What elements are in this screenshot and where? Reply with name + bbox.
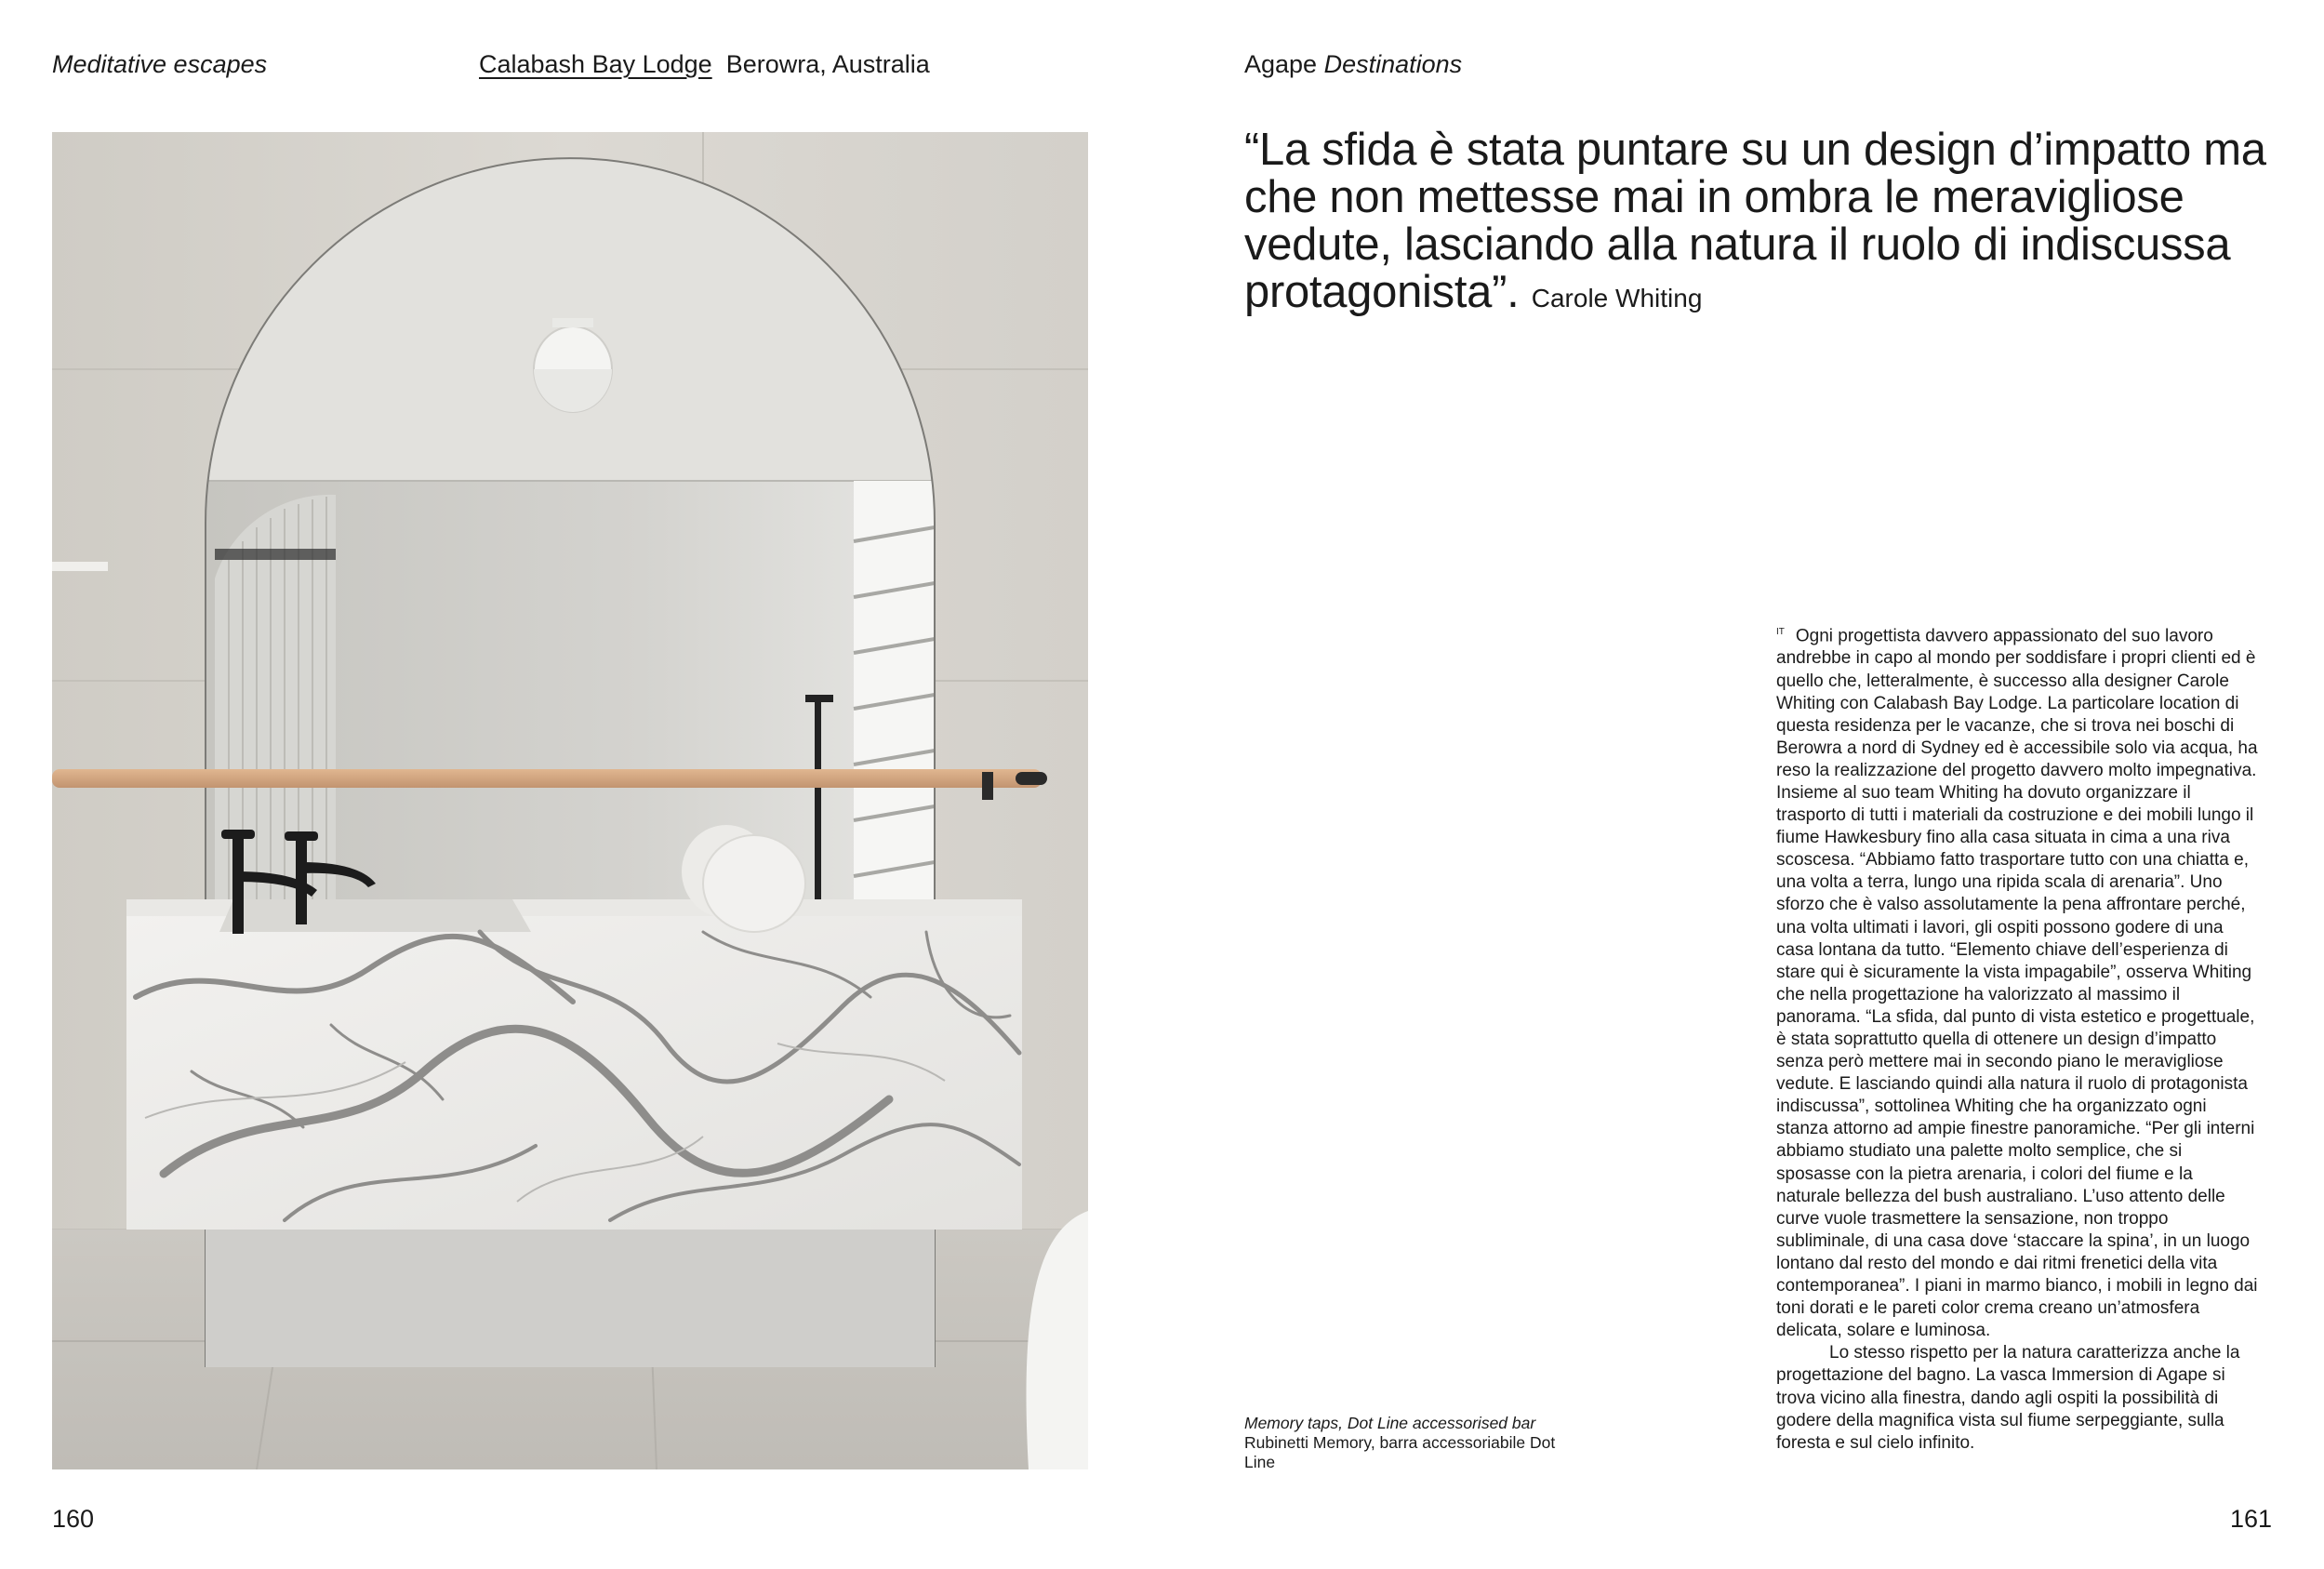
page-number-right: 161 (2229, 1505, 2272, 1533)
quote-text: “La sfida è stata puntare su un design d’impatto ma che non mettesse mai in ombra le meravigliose vedute, lasciando alla natura il ruolo di indiscussa protagonista”. (1244, 125, 2266, 317)
quote-author: Carole Whiting (1531, 284, 1703, 312)
lodge-name: Calabash Bay Lodge (479, 50, 712, 78)
section-title: Meditative escapes (52, 50, 268, 78)
photo-caption (1244, 1414, 1560, 1472)
brand-header (1244, 52, 1462, 77)
pull-quote (1244, 126, 2286, 322)
location: Berowra, Australia (725, 50, 930, 78)
article-title (479, 52, 930, 77)
page-number-left: 160 (52, 1505, 95, 1533)
body-paragraph-2: Lo stesso rispetto per la natura caratterizza anche la progettazione del bagno. La vasca Immersion di Agape si trova vicino alla finestra, dando agli ospiti la possibilità di godere della magnifica vista sul fiume serpeggiante, sulla foresta e sul cielo infinito. (1776, 1343, 2240, 1453)
article-body (1776, 621, 2260, 1455)
body-paragraph-1: Ogni progettista davvero appassionato del suo lavoro andrebbe in capo al mondo per soddisfare i propri clienti ed è quello che, letteralmente, è successo alla designer Carole Whiting con Calabash Bay Lodge. La particolare location di questa residenza per le vacanze, che si trova nei boschi di Berowra a nord di Sydney ed è accessibile solo via acqua, ha reso la realizzazione del progetto davvero molto impegnativa. Insieme al suo team Whiting ha dovuto organizzare il trasporto di tutti i materiali da costruzione e dei mobili lungo il fiume Hawkesbury fino alla casa situata in cima a una riva scoscesa. “Abbiamo fatto trasportare tutto con una chiatta e, una volta a terra, lungo una ripida scala di arenaria”. Uno sforzo che è valso assolutamente la pena affrontare perché, una volta ultimati i lavori, gli ospiti possono godere di una casa lontana da tutto. “Elemento chiave dell’esperienza di stare qui è sicuramente la vista impagabile”, osserva Whiting che nella progettazione ha valorizzato al massimo il panorama. “La sfida, dal punto di vista estetico e progettuale, è stata soprattutto quella di ottenere un design d’impatto senza però mettere mai in secondo piano le meravigliose vedute. E lasciando quindi alla natura il ruolo di protagonista indiscussa”, sottolinea Whiting che ha organizzato ogni stanza attorno ad ampie finestre panoramiche. “Per gli interni abbiamo studiato una palette molto semplice, che si sposasse con la pietra arenaria, i colori del fiume e la naturale bellezza del bush australiano. L’uso attento delle curve vuole trasmettere la sensazione, non troppo subliminale, di una casa dove ‘staccare la spina’, in un luogo lontano dal resto del mondo e dai ritmi frenetici della vita contemporanea”. I piani in marmo bianco, i mobili in legno dai toni dorati e le pareti color crema creano un’atmosfera delicata, solare e luminosa. (1776, 626, 2258, 1341)
brand-name: Agape (1244, 50, 1318, 78)
language-tag: IT (1776, 627, 1785, 637)
body-paragraph (1776, 621, 2260, 1342)
caption-english: Memory taps, Dot Line accessorised bar (1244, 1414, 1536, 1432)
brand-section: Destinations (1323, 50, 1463, 78)
bathroom-photo (52, 132, 1088, 1469)
caption-italian: Rubinetti Memory, barra accessoriabile Dot Line (1244, 1433, 1556, 1471)
